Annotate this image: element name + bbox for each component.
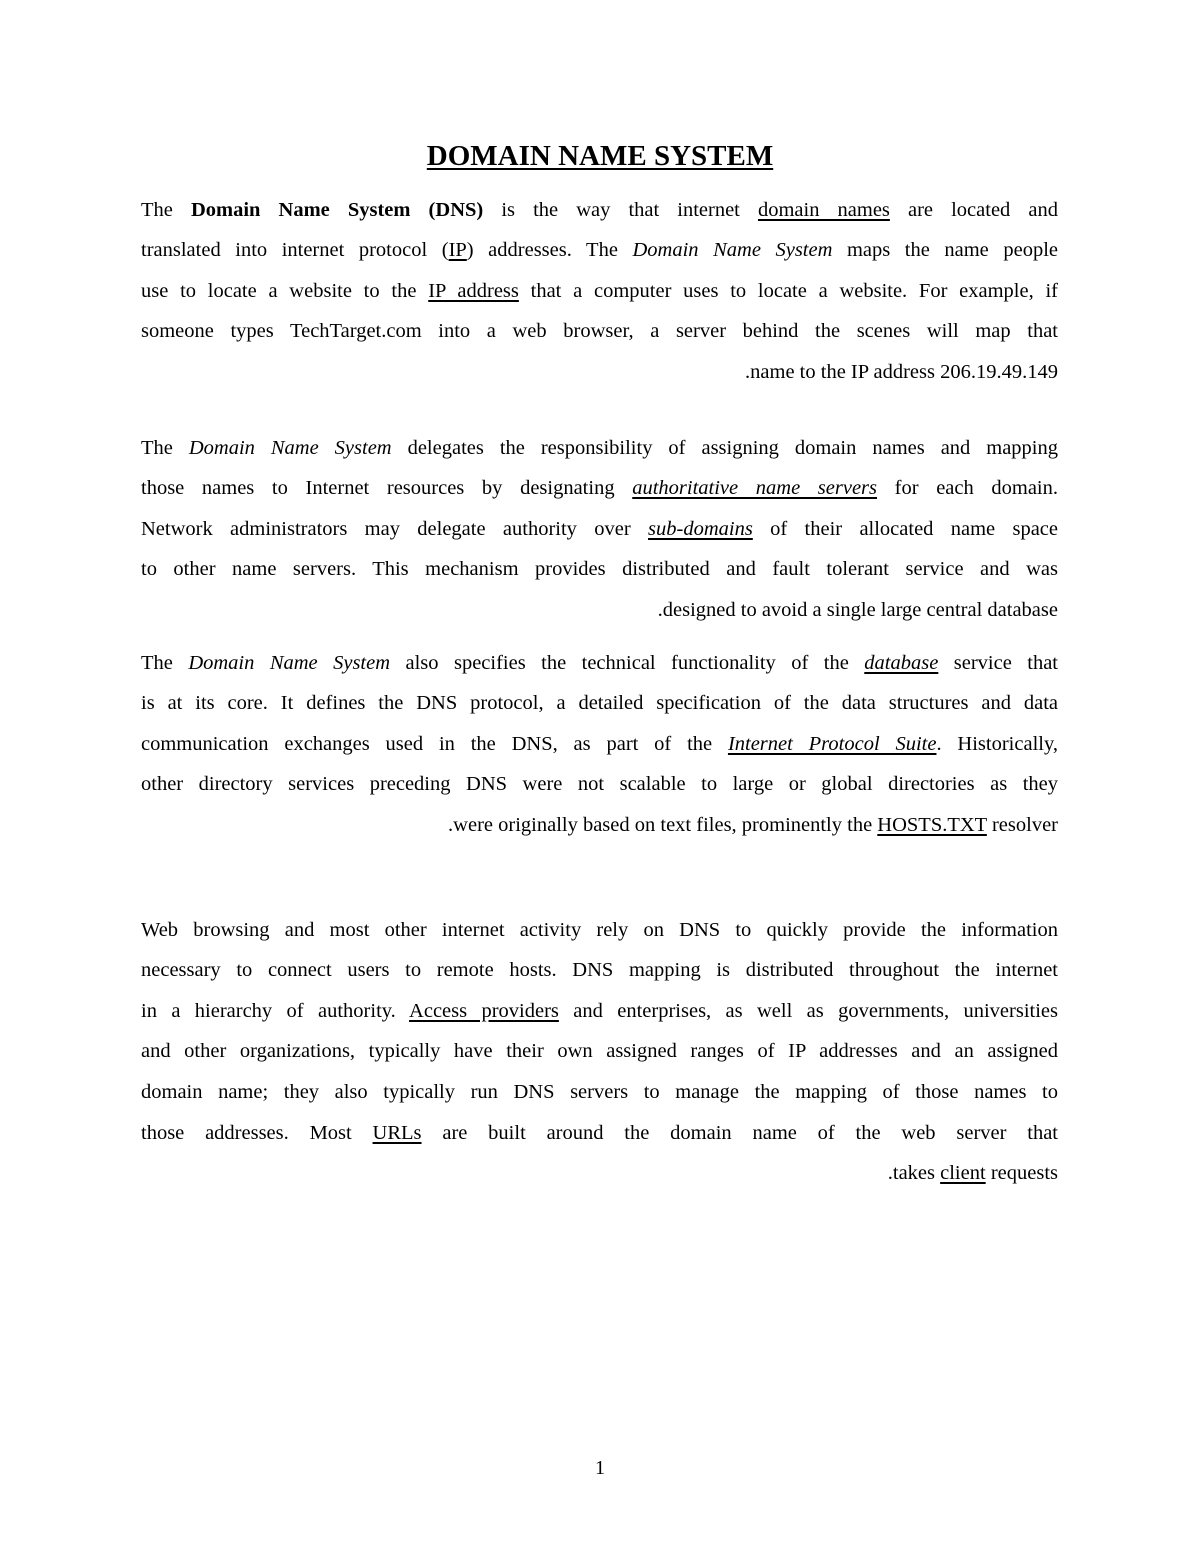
paragraph-line: Network administrators may delegate authority over sub-domains of their allocated name space	[141, 518, 1058, 540]
link-access-providers[interactable]: Access providers	[409, 1000, 559, 1022]
link-ip-address[interactable]: IP address	[428, 280, 519, 302]
page-title: DOMAIN NAME SYSTEM	[426, 140, 774, 172]
link-domain-names[interactable]: domain names	[757, 199, 890, 221]
paragraph-line: domain name; they also typically run DNS servers to manage the mapping of those names to	[141, 1081, 1058, 1103]
link-ip[interactable]: IP	[448, 239, 467, 261]
paragraph-line: communication exchanges used in the DNS, as part of the Internet Protocol Suite. Historically,	[141, 733, 1058, 755]
link-urls[interactable]: URLs	[372, 1122, 422, 1144]
paragraph-line: use to locate a website to the IP address that a computer uses to locate a website. For example, if	[141, 280, 1058, 302]
bold-term: Domain Name System (DNS)	[190, 199, 484, 221]
paragraph-line: .name to the IP address 206.19.49.149	[745, 361, 1058, 383]
paragraph-line: .takes client requests	[887, 1162, 1058, 1184]
link-internet-protocol-suite[interactable]: Internet Protocol Suite	[727, 733, 937, 755]
paragraph-line: in a hierarchy of authority. Access providers and enterprises, as well as governments, universities	[141, 1000, 1058, 1022]
paragraph-line: .designed to avoid a single large central database	[657, 599, 1058, 621]
paragraph-line: translated into internet protocol (IP) addresses. The Domain Name System maps the name people	[141, 239, 1058, 261]
paragraph-line: The Domain Name System also specifies the technical functionality of the database service that	[141, 652, 1058, 674]
paragraph-line: is at its core. It defines the DNS protocol, a detailed specification of the data structures and data	[141, 692, 1058, 714]
paragraph-line: other directory services preceding DNS were not scalable to large or global directories as they	[141, 773, 1058, 795]
link-client[interactable]: client	[940, 1162, 986, 1184]
paragraph-line: those names to Internet resources by designating authoritative name servers for each domain.	[141, 477, 1058, 499]
link-database[interactable]: database	[864, 652, 939, 674]
link-authoritative-name-servers[interactable]: authoritative name servers	[632, 477, 878, 499]
paragraph-line: those addresses. Most URLs are built around the domain name of the web server that	[141, 1122, 1059, 1144]
paragraph-line: The Domain Name System (DNS) is the way that internet domain names are located and	[141, 199, 1058, 221]
paragraph-line: someone types TechTarget.com into a web browser, a server behind the scenes will map that	[141, 320, 1058, 342]
link-sub-domains[interactable]: sub-domains	[648, 518, 753, 540]
link-hosts-txt[interactable]: HOSTS.TXT	[877, 814, 987, 836]
paragraph-line: and other organizations, typically have their own assigned ranges of IP addresses and an assigned	[141, 1040, 1058, 1062]
paragraph-line: Web browsing and most other internet activity rely on DNS to quickly provide the information	[141, 919, 1058, 941]
page-number: 1	[595, 1457, 605, 1479]
paragraph-line: to other name servers. This mechanism provides distributed and fault tolerant service and was	[141, 558, 1058, 580]
paragraph-line: necessary to connect users to remote hosts. DNS mapping is distributed throughout the internet	[141, 959, 1058, 981]
paragraph-line: .were originally based on text files, prominently the HOSTS.TXT resolver	[448, 814, 1058, 836]
paragraph-line: The Domain Name System delegates the responsibility of assigning domain names and mapping	[141, 437, 1059, 459]
